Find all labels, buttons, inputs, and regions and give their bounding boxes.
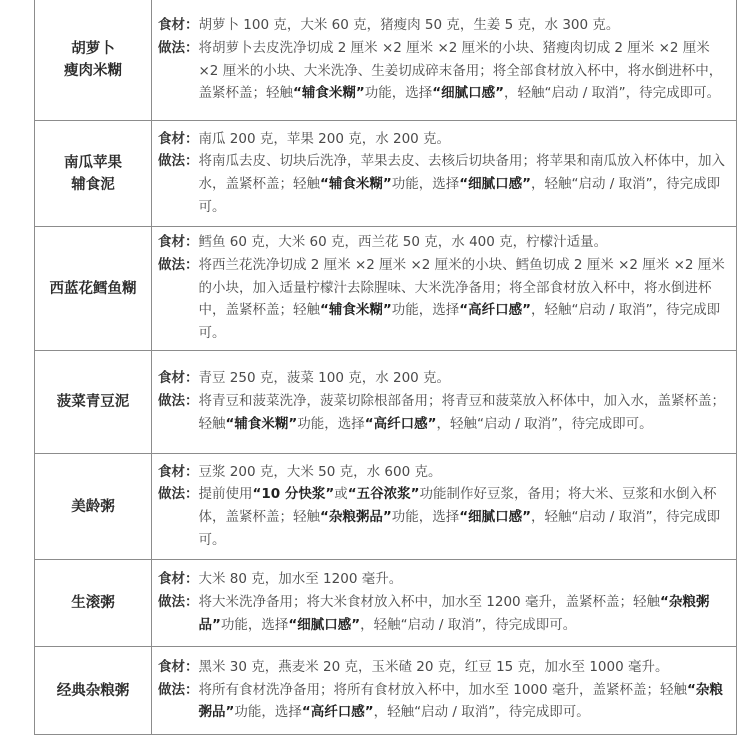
texture-highlight: “高纤口感” bbox=[459, 302, 531, 319]
ingredients-text: 青豆 250 克，菠菜 100 克，水 200 克。 bbox=[198, 370, 451, 387]
method-line bbox=[158, 254, 730, 345]
recipe-name: 菠菜青豆泥 bbox=[35, 351, 152, 454]
table-row bbox=[35, 647, 737, 735]
ingredients-line bbox=[158, 461, 730, 484]
texture-highlight: “细腻口感” bbox=[459, 176, 531, 192]
function-highlight: “辅食米糊” bbox=[225, 415, 298, 432]
ingredients-label: 食材： bbox=[158, 571, 199, 588]
ingredients-label: 食材： bbox=[158, 658, 199, 675]
recipe-details bbox=[152, 647, 737, 735]
method-text: 将大米洗净备用；将大米食材放入杯中，加水至 1200 毫升，盖紧杯盖；轻触“杂粮粥品”功能，选择“细腻口感”，轻触“启动 / 取消”，待完成即可。 bbox=[198, 594, 710, 633]
table-row bbox=[35, 454, 737, 560]
recipe-name: 生滚粥 bbox=[35, 560, 152, 647]
method-label: 做法： bbox=[158, 39, 199, 56]
method-label: 做法： bbox=[158, 256, 199, 273]
recipe-details bbox=[152, 121, 737, 227]
table-row bbox=[35, 121, 737, 227]
method-label: 做法： bbox=[158, 393, 199, 410]
recipe-details bbox=[152, 560, 737, 647]
ingredients-line bbox=[158, 656, 730, 679]
recipe-name: 美龄粥 bbox=[35, 454, 152, 560]
ingredients-line bbox=[158, 128, 730, 151]
method-text: 提前使用“10 分快浆”或“五谷浓浆”功能制作好豆浆，备用；将大米、豆浆和水倒入杯体，盖紧杯盖；轻触“杂粮粥品”功能，选择“细腻口感”，轻触“启动 / 取消”，待完成即可。 bbox=[198, 486, 721, 548]
method-text: 将南瓜去皮、切块后洗净，苹果去皮、去核后切块备用；将苹果和南瓜放入杯体中，加入水，盖紧杯盖；轻触“辅食米糊”功能，选择“细腻口感”，轻触“启动 / 取消”，待完成即可。 bbox=[198, 153, 725, 215]
method-label: 做法： bbox=[158, 594, 199, 611]
ingredients-text: 豆浆 200 克，大米 50 克，水 600 克。 bbox=[198, 463, 442, 480]
method-text: 将西兰花洗净切成 2 厘米 ×2 厘米 ×2 厘米的小块、鳕鱼切成 2 厘米 ×2 厘米 ×2 厘米的小块，加入适量柠檬汁去除腥味、大米洗净备用；将全部食材放入杯中，将水倒进杯中，盖紧杯盖；轻触“辅食米糊”功能，选择“高纤口感”，轻触“启动 / 取消”，待完成即可。 bbox=[198, 256, 725, 342]
method-text: 将青豆和菠菜洗净，菠菜切除根部备用；将青豆和菠菜放入杯体中，加入水，盖紧杯盖；轻触“辅食米糊”功能，选择“高纤口感”，轻触“启动 / 取消”，待完成即可。 bbox=[198, 393, 725, 432]
method-line bbox=[158, 37, 730, 105]
recipe-details bbox=[152, 227, 737, 351]
recipe-details bbox=[152, 454, 737, 560]
method-text: 将所有食材洗净备用；将所有食材放入杯中，加水至 1000 毫升，盖紧杯盖；轻触“杂粮粥品”功能，选择“高纤口感”，轻触“启动 / 取消”，待完成即可。 bbox=[198, 681, 723, 721]
texture-highlight: “细腻口感” bbox=[288, 616, 361, 633]
ingredients-label: 食材： bbox=[158, 463, 199, 480]
texture-highlight: “高纤口感” bbox=[364, 415, 437, 432]
ingredients-label: 食材： bbox=[158, 17, 199, 34]
ingredients-line bbox=[158, 568, 730, 591]
method-line bbox=[158, 679, 730, 724]
texture-highlight: “细腻口感” bbox=[432, 85, 504, 102]
recipe-table bbox=[34, 0, 737, 735]
texture-highlight: “细腻口感” bbox=[459, 509, 531, 525]
function-highlight: “辅食米糊” bbox=[293, 85, 365, 102]
method-line bbox=[158, 483, 730, 551]
method-text: 将胡萝卜去皮洗净切成 2 厘米 ×2 厘米 ×2 厘米的小块、猪瘦肉切成 2 厘米 ×2 厘米 ×2 厘米的小块、大米洗净、生姜切成碎末备用；将全部食材放入杯中，将水倒进杯中，盖紧杯盖；轻触“辅食米糊”功能，选择“细腻口感”，轻触“启动 / 取消”，待完成即可。 bbox=[198, 39, 723, 102]
function-highlight: “辅食米糊” bbox=[320, 302, 392, 319]
function-highlight: “10 分快浆” bbox=[252, 486, 335, 503]
function-highlight: “辅食米糊” bbox=[320, 176, 392, 192]
function-highlight: “杂粮粥品” bbox=[198, 681, 723, 721]
ingredients-line bbox=[158, 231, 730, 254]
method-label: 做法： bbox=[158, 486, 199, 503]
ingredients-text: 南瓜 200 克，苹果 200 克，水 200 克。 bbox=[198, 130, 451, 147]
function-highlight: “五谷浓浆” bbox=[347, 486, 420, 503]
ingredients-text: 黑米 30 克，燕麦米 20 克，玉米碴 20 克，红豆 15 克，加水至 1000 毫升。 bbox=[198, 658, 669, 675]
function-highlight: “杂粮粥品” bbox=[320, 509, 392, 525]
table-row bbox=[35, 351, 737, 454]
method-label: 做法： bbox=[158, 681, 199, 698]
ingredients-text: 鳕鱼 60 克，大米 60 克，西兰花 50 克，水 400 克，柠檬汁适量。 bbox=[198, 234, 608, 251]
method-line bbox=[158, 390, 730, 435]
recipe-details bbox=[152, 351, 737, 454]
ingredients-line bbox=[158, 367, 730, 390]
ingredients-label: 食材： bbox=[158, 130, 199, 147]
ingredients-text: 大米 80 克，加水至 1200 毫升。 bbox=[198, 571, 403, 588]
method-label: 做法： bbox=[158, 153, 199, 170]
method-line bbox=[158, 591, 730, 636]
ingredients-line bbox=[158, 14, 730, 37]
recipe-name: 西蓝花鳕鱼糊 bbox=[35, 227, 152, 351]
recipe-details bbox=[152, 0, 737, 121]
recipe-name: 胡萝卜 瘦肉米糊 bbox=[35, 0, 152, 121]
ingredients-label: 食材： bbox=[158, 370, 199, 387]
ingredients-label: 食材： bbox=[158, 234, 199, 251]
recipe-name: 南瓜苹果 辅食泥 bbox=[35, 121, 152, 227]
table-row bbox=[35, 560, 737, 647]
table-row bbox=[35, 0, 737, 121]
method-line bbox=[158, 150, 730, 218]
function-highlight: “杂粮粥品” bbox=[198, 594, 710, 633]
recipe-name: 经典杂粮粥 bbox=[35, 647, 152, 735]
ingredients-text: 胡萝卜 100 克，大米 60 克，猪瘦肉 50 克，生姜 5 克，水 300 克。 bbox=[198, 17, 620, 34]
texture-highlight: “高纤口感” bbox=[301, 704, 374, 721]
table-row bbox=[35, 227, 737, 351]
